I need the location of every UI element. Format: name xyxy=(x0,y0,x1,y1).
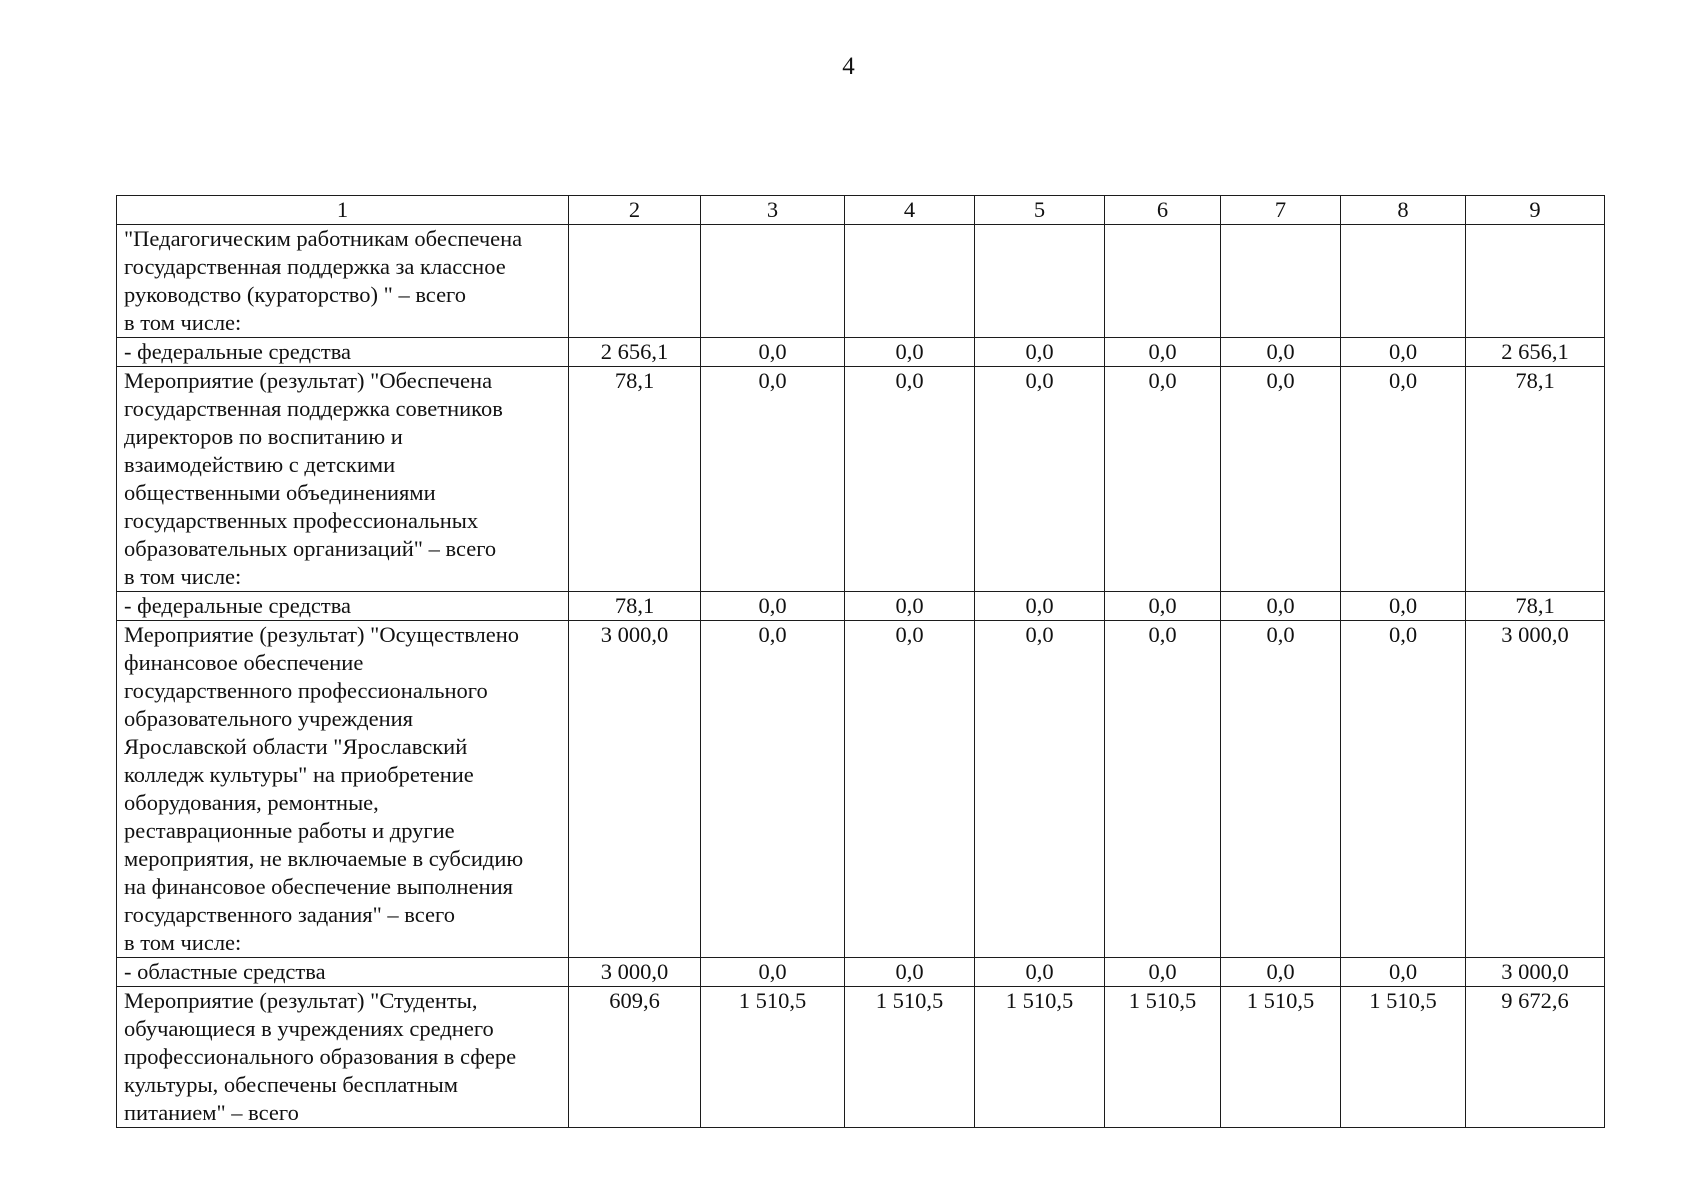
value-cell: 0,0 xyxy=(1221,592,1341,621)
value-cell xyxy=(1221,225,1341,338)
value-cell: 0,0 xyxy=(1341,367,1466,592)
column-header: 5 xyxy=(975,196,1105,225)
value-cell xyxy=(569,225,701,338)
column-header: 4 xyxy=(845,196,975,225)
value-cell: 1 510,5 xyxy=(1221,987,1341,1128)
value-cell: 3 000,0 xyxy=(569,958,701,987)
row-label-cell: - областные средства xyxy=(117,958,569,987)
column-header: 1 xyxy=(117,196,569,225)
value-cell: 0,0 xyxy=(1221,621,1341,958)
value-cell: 0,0 xyxy=(1105,958,1221,987)
table-row xyxy=(117,592,1605,621)
value-cell: 3 000,0 xyxy=(569,621,701,958)
value-cell: 2 656,1 xyxy=(1466,338,1605,367)
value-cell: 0,0 xyxy=(701,958,845,987)
value-cell: 3 000,0 xyxy=(1466,621,1605,958)
value-cell: 1 510,5 xyxy=(845,987,975,1128)
value-cell: 0,0 xyxy=(975,338,1105,367)
column-header: 9 xyxy=(1466,196,1605,225)
budget-table xyxy=(116,195,1605,1128)
value-cell: 0,0 xyxy=(1341,958,1466,987)
value-cell xyxy=(1341,225,1466,338)
column-header: 3 xyxy=(701,196,845,225)
value-cell: 0,0 xyxy=(1341,592,1466,621)
table-row xyxy=(117,225,1605,338)
row-label-cell: Мероприятие (результат) "Осуществлено финансовое обеспечение государственного профессионального образовательного учреждения Ярославской области "Ярославский колледж культуры" на приобретение оборудования, ремонтные, реставрационные работы и другие мероприятия, не включаемые в субсидию на финансовое обеспечение выполнения государственного задания" – всего в том числе: xyxy=(117,621,569,958)
value-cell xyxy=(1466,225,1605,338)
value-cell: 0,0 xyxy=(845,338,975,367)
value-cell: 0,0 xyxy=(1105,367,1221,592)
value-cell: 0,0 xyxy=(1105,338,1221,367)
row-label-cell: "Педагогическим работникам обеспечена государственная поддержка за классное руководство (кураторство) " – всего в том числе: xyxy=(117,225,569,338)
value-cell: 78,1 xyxy=(569,592,701,621)
value-cell: 1 510,5 xyxy=(975,987,1105,1128)
row-label-cell: Мероприятие (результат) "Обеспечена государственная поддержка советников директоров по воспитанию и взаимодействию с детскими общественными объединениями государственных профессиональных образовательных организаций" – всего в том числе: xyxy=(117,367,569,592)
table-row xyxy=(117,367,1605,592)
value-cell: 1 510,5 xyxy=(701,987,845,1128)
value-cell xyxy=(975,225,1105,338)
value-cell: 0,0 xyxy=(845,958,975,987)
value-cell: 3 000,0 xyxy=(1466,958,1605,987)
value-cell: 9 672,6 xyxy=(1466,987,1605,1128)
value-cell: 0,0 xyxy=(1341,338,1466,367)
value-cell: 0,0 xyxy=(845,592,975,621)
row-label-cell: - федеральные средства xyxy=(117,338,569,367)
value-cell: 1 510,5 xyxy=(1341,987,1466,1128)
value-cell: 78,1 xyxy=(569,367,701,592)
table-header-row xyxy=(117,196,1605,225)
row-label-cell: Мероприятие (результат) "Студенты, обучающиеся в учреждениях среднего профессионального образования в сфере культуры, обеспечены бесплатным питанием" – всего xyxy=(117,987,569,1128)
table-row xyxy=(117,621,1605,958)
value-cell: 0,0 xyxy=(701,367,845,592)
value-cell: 0,0 xyxy=(1105,621,1221,958)
value-cell: 78,1 xyxy=(1466,367,1605,592)
value-cell: 609,6 xyxy=(569,987,701,1128)
table-row xyxy=(117,987,1605,1128)
value-cell: 1 510,5 xyxy=(1105,987,1221,1128)
value-cell: 0,0 xyxy=(975,621,1105,958)
value-cell xyxy=(701,225,845,338)
column-header: 6 xyxy=(1105,196,1221,225)
column-header: 7 xyxy=(1221,196,1341,225)
value-cell: 0,0 xyxy=(701,592,845,621)
column-header: 2 xyxy=(569,196,701,225)
value-cell: 0,0 xyxy=(845,621,975,958)
page-number: 4 xyxy=(842,53,855,80)
value-cell: 0,0 xyxy=(975,958,1105,987)
value-cell xyxy=(845,225,975,338)
value-cell: 0,0 xyxy=(1221,338,1341,367)
value-cell: 0,0 xyxy=(1221,958,1341,987)
value-cell: 2 656,1 xyxy=(569,338,701,367)
value-cell: 0,0 xyxy=(975,592,1105,621)
value-cell: 0,0 xyxy=(1341,621,1466,958)
column-header: 8 xyxy=(1341,196,1466,225)
value-cell: 0,0 xyxy=(845,367,975,592)
value-cell: 0,0 xyxy=(701,621,845,958)
value-cell: 0,0 xyxy=(701,338,845,367)
value-cell: 0,0 xyxy=(975,367,1105,592)
value-cell: 78,1 xyxy=(1466,592,1605,621)
table-row xyxy=(117,338,1605,367)
value-cell xyxy=(1105,225,1221,338)
value-cell: 0,0 xyxy=(1221,367,1341,592)
value-cell: 0,0 xyxy=(1105,592,1221,621)
table-row xyxy=(117,958,1605,987)
row-label-cell: - федеральные средства xyxy=(117,592,569,621)
